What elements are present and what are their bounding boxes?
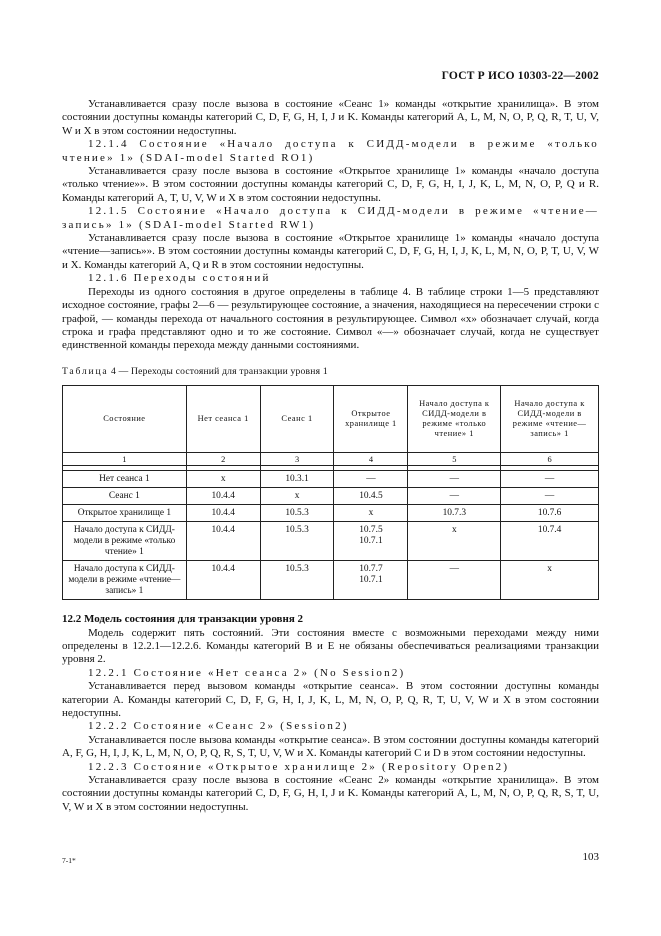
row-state-label: Начало доступа к СИДД-модели в режиме «чтение—запись» 1 xyxy=(63,561,187,600)
col-number: 4 xyxy=(334,453,408,466)
body-paragraph: Устанавливается сразу после вызова в состояние «Открытое хранилище 1» команды «начало доступа «только чтение»». В этом состоянии доступны команды категорий C, D, F, G, H, I, J, K, L, M, N, O, P, Q и R. Команды категорий A, T, U, V, W и X в этом состоянии недоступны. xyxy=(62,165,599,204)
table-row xyxy=(63,471,599,488)
page-number: 103 xyxy=(582,851,599,863)
body-paragraph: Модель содержит пять состояний. Эти состояния вместе с возможными переходами между ними определены в 12.2.1—12.2.6. Команды категорий B и E не обязаны обеспечиваться реализациями транзакции уровня 2. xyxy=(62,626,599,666)
subsection-heading: 12.2.2 Состояние «Сеанс 2» (Session2) xyxy=(88,720,349,733)
subsection-heading: 12.1.6 Переходы состояний xyxy=(88,272,271,285)
transition-cell: 10.7.7 10.7.1 xyxy=(334,561,408,600)
transition-cell: 10.5.3 xyxy=(260,561,334,600)
footer-signature-mark: 7-1* xyxy=(62,856,76,865)
table-row xyxy=(63,561,599,600)
transition-cell: — xyxy=(408,471,501,488)
col-number: 2 xyxy=(186,453,260,466)
transition-cell: 10.7.5 10.7.1 xyxy=(334,522,408,561)
col-header-repository-open: Открытое хранилище 1 xyxy=(334,386,408,453)
transition-cell: — xyxy=(408,488,501,505)
col-header-model-ro: Начало доступа к СИДД-модели в режиме «только чтение» 1 xyxy=(408,386,501,453)
transition-cell: 10.4.4 xyxy=(186,505,260,522)
table-caption-label: Таблица xyxy=(62,365,109,377)
table-body xyxy=(63,471,599,600)
body-paragraph: Устанавливается перед вызовом команды «открытие сеанса». В этом состоянии доступны команды категории A. Команды категорий C, D, F, G, H, I, J, K, L, M, N, O, P, Q, R, T, U, V, W и X в этом состоянии недоступны. xyxy=(62,680,599,719)
table-caption-text: 4 — Переходы состояний для транзакции уровня 1 xyxy=(111,365,328,377)
col-header-model-rw: Начало доступа к СИДД-модели в режиме «чтение—запись» 1 xyxy=(501,386,599,453)
col-header-state: Состояние xyxy=(63,386,187,453)
col-number: 3 xyxy=(260,453,334,466)
transition-cell: — xyxy=(334,471,408,488)
transition-cell: 10.7.6 xyxy=(501,505,599,522)
body-paragraph: Устанавливается сразу после вызова в состояние «Открытое хранилище 1» команды «начало доступа «чтение—запись»». В этом состоянии доступны команды категорий C, D, F, G, H, I, J, K, L, M, N, O, P, T, U, V, W и X. Команды категорий A, Q и R в этом состоянии недоступны. xyxy=(62,232,599,271)
transition-cell: 10.7.4 xyxy=(501,522,599,561)
col-number: 1 xyxy=(63,453,187,466)
bottom-paragraphs xyxy=(62,627,599,815)
transition-cell: x xyxy=(408,522,501,561)
body-paragraph: Устанавливается после вызова команды «открытие сеанса». В этом состоянии доступны команды категорий A, F, G, H, I, J, K, L, M, N, O, P, Q, R, S, T, U, V, W и X. Команды категорий C и D в этом состоянии недоступны. xyxy=(62,733,599,760)
table-row xyxy=(63,505,599,522)
col-number: 6 xyxy=(501,453,599,466)
transition-cell: 10.4.4 xyxy=(186,488,260,505)
table-header-row xyxy=(63,386,599,453)
subsection-heading: 12.2.3 Состояние «Открытое хранилище 2» (Repository Open2) xyxy=(88,760,510,773)
col-number: 5 xyxy=(408,453,501,466)
transition-cell: 10.5.3 xyxy=(260,522,334,561)
table-row xyxy=(63,522,599,561)
standard-header: ГОСТ Р ИСО 10303-22—2002 xyxy=(441,70,599,82)
row-state-label: Нет сеанса 1 xyxy=(63,471,187,488)
top-paragraphs xyxy=(62,98,599,353)
transition-cell: 10.4.4 xyxy=(186,561,260,600)
body-paragraph: Переходы из одного состояния в другое определены в таблице 4. В таблице строки 1—5 представляют исходное состояние, графы 2—6 — результирующее состояние, а значения, находящиеся на пересечении строки с графой, — команды перехода от начального состояния в результирующее. Символ «x» обозначает случай, когда строка и графа представляют одно и то же состояние. Символ «—» обозначает случай, когда не существует единственной команды перехода между данными состояниями. xyxy=(62,285,599,352)
column-number-row xyxy=(63,453,599,466)
transition-cell: — xyxy=(501,488,599,505)
table-caption xyxy=(62,365,599,378)
transition-cell: 10.7.3 xyxy=(408,505,501,522)
transition-cell: x xyxy=(186,471,260,488)
section-title: 12.2 Модель состояния для транзакции уровня 2 xyxy=(62,613,304,626)
transition-cell: 10.4.4 xyxy=(186,522,260,561)
table-row xyxy=(63,488,599,505)
body-paragraph: Устанавливается сразу после вызова в состояние «Сеанс 1» команды «открытие хранилища». В этом состоянии доступны команды категорий C, D, F, G, H, I, J и K. Команды категорий A, L, M, N, O, P, Q, R, T, U, V, W и X в этом состоянии недоступны. xyxy=(62,98,599,137)
subsection-heading: 12.1.4 Состояние «Начало доступа к СИДД-модели в режиме «только чтение» 1» (SDAI-model Started RO1) xyxy=(62,138,599,164)
row-state-label: Начало доступа к СИДД-модели в режиме «только чтение» 1 xyxy=(63,522,187,561)
body-paragraph: Устанавливается сразу после вызова в состояние «Сеанс 2» команды «открытие хранилища». В этом состоянии доступны команды категорий C, D, F, G, H, I, J и K. Команды категорий A, L, M, N, O, P, Q, R, S, T, U, V, W и X в этом состоянии недоступны. xyxy=(62,774,599,813)
state-transition-table xyxy=(62,385,599,600)
transition-cell: — xyxy=(408,561,501,600)
transition-cell: x xyxy=(334,505,408,522)
transition-cell: 10.4.5 xyxy=(334,488,408,505)
transition-cell: 10.5.3 xyxy=(260,505,334,522)
transition-cell: — xyxy=(501,471,599,488)
transition-cell: 10.3.1 xyxy=(260,471,334,488)
transition-cell: x xyxy=(501,561,599,600)
row-state-label: Сеанс 1 xyxy=(63,488,187,505)
col-header-no-session: Нет сеанса 1 xyxy=(186,386,260,453)
subsection-heading: 12.1.5 Состояние «Начало доступа к СИДД-модели в режиме «чтение—запись» 1» (SDAI-model Started RW1) xyxy=(62,205,599,231)
document-body xyxy=(62,98,599,814)
row-state-label: Открытое хранилище 1 xyxy=(63,505,187,522)
transition-cell: x xyxy=(260,488,334,505)
subsection-heading: 12.2.1 Состояние «Нет сеанса 2» (No Session2) xyxy=(88,666,406,679)
col-header-session: Сеанс 1 xyxy=(260,386,334,453)
